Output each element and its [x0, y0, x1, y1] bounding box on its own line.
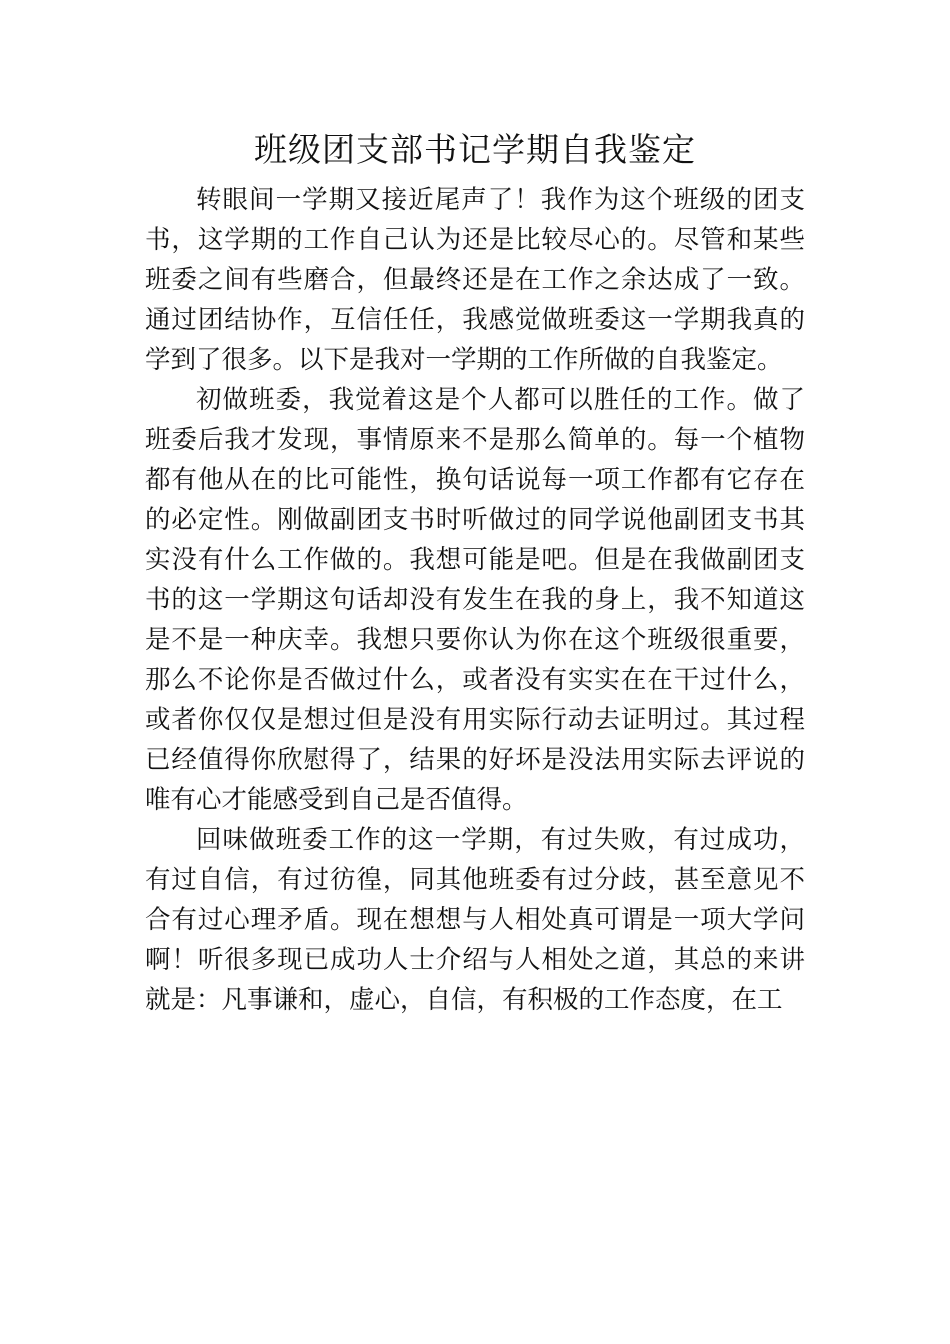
paragraph-2: 初做班委，我觉着这是个人都可以胜任的工作。做了班委后我才发现，事情原来不是那么简单的。每一个植物都有他从在的比可能性，换句话说每一项工作都有它存在的必定性。刚做副团支书时听做过的同学说他副团支书其实没有什么工作做的。我想可能是吧。但是在我做副团支书的这一学期这句话却没有发生在我的身上，我不知道这是不是一种庆幸。我想只要你认为你在这个班级很重要，那么不论你是否做过什么，或者没有实实在在干过什么，或者你仅仅是想过但是没有用实际行动去证明过。其过程已经值得你欣慰得了，结果的好坏是没法用实际去评说的唯有心才能感受到自己是否值得。	[145, 385, 805, 815]
paragraph-3: 回味做班委工作的这一学期，有过失败，有过成功，有过自信，有过彷徨，同其他班委有过分歧，甚至意见不合有过心理矛盾。现在想想与人相处真可谓是一项大学问啊！听很多现已成功人士介绍与人相处之道，其总的来讲就是：凡事谦和，虚心，自信，有积极的工作态度，在工	[145, 825, 805, 1015]
paragraph-1: 转眼间一学期又接近尾声了！我作为这个班级的团支书，这学期的工作自己认为还是比较尽心的。尽管和某些班委之间有些磨合，但最终还是在工作之余达成了一致。通过团结协作，互信任任，我感觉做班委这一学期我真的学到了很多。以下是我对一学期的工作所做的自我鉴定。	[145, 185, 805, 375]
document-title: 班级团支部书记学期自我鉴定	[254, 130, 696, 169]
document-body	[145, 180, 805, 1020]
